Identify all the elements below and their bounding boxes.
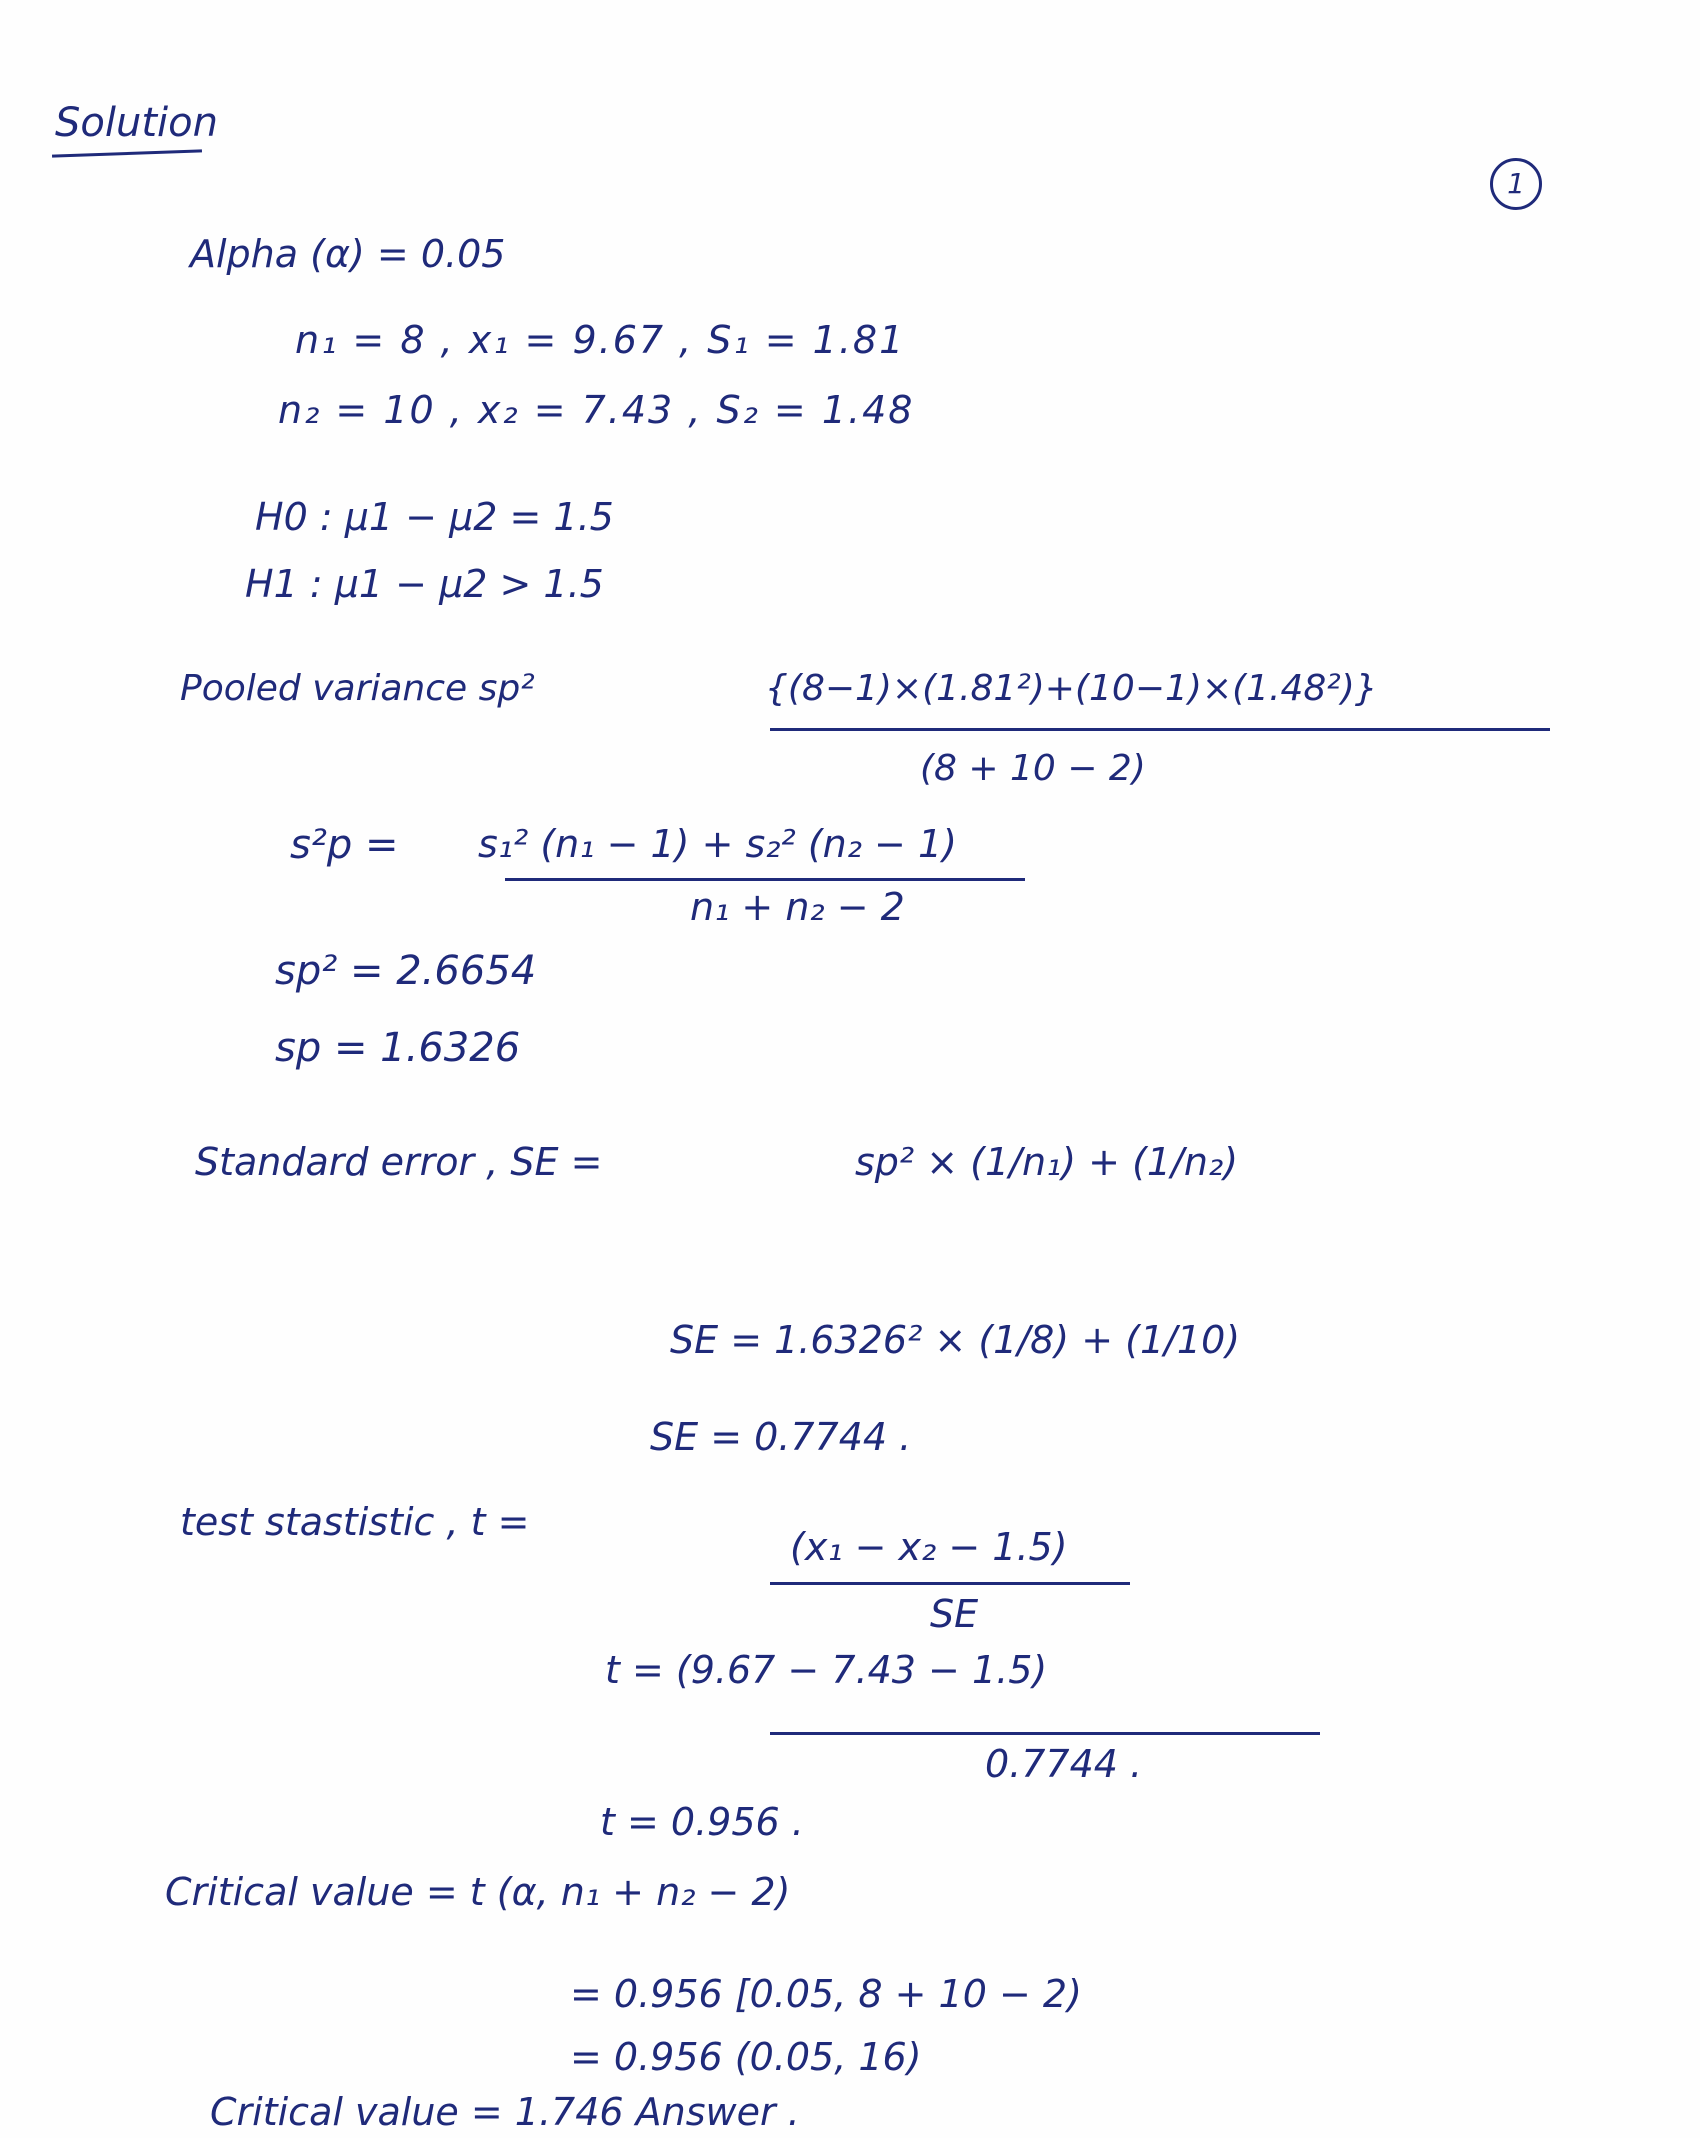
test-statistic-numerator: (x₁ − x₂ − 1.5): [790, 1525, 1068, 1569]
sample1-line: n₁ = 8 , x₁ = 9.67 , S₁ = 1.81: [295, 318, 906, 362]
pooled-formula-numerator: s₁² (n₁ − 1) + s₂² (n₂ − 1): [478, 822, 957, 866]
standard-error-formula: sp² × (1/n₁) + (1/n₂): [855, 1140, 1239, 1184]
pooled-variance-denominator: (8 + 10 − 2): [920, 748, 1146, 789]
page-title: Solution: [55, 100, 218, 146]
pooled-variance-numerator: {(8−1)×(1.81²)+(10−1)×(1.48²)}: [765, 668, 1378, 709]
test-statistic-label: test stastistic , t =: [180, 1500, 530, 1544]
sample2-line: n₂ = 10 , x₂ = 7.43 , S₂ = 1.48: [278, 388, 915, 432]
critical-value-answer: Critical value = 1.746 Answer .: [210, 2090, 800, 2134]
fraction-bar: [770, 728, 1550, 731]
null-hypothesis: H0 : μ1 − μ2 = 1.5: [255, 495, 614, 539]
pooled-formula-denominator: n₁ + n₂ − 2: [690, 885, 905, 929]
alternative-hypothesis: H1 : μ1 − μ2 > 1.5: [245, 562, 604, 606]
sp-value: sp = 1.6326: [275, 1025, 521, 1071]
pooled-variance-label: Pooled variance sp²: [180, 668, 535, 709]
pooled-formula-lhs: s²p =: [290, 822, 399, 868]
sp2-value: sp² = 2.6654: [275, 948, 537, 994]
t-substituted: t = (9.67 − 7.43 − 1.5): [605, 1648, 1048, 1692]
alpha-line: Alpha (α) = 0.05: [190, 232, 506, 276]
test-statistic-denominator: SE: [930, 1592, 979, 1636]
critical-value-step2: = 0.956 (0.05, 16): [570, 2035, 922, 2079]
fraction-bar: [770, 1582, 1130, 1585]
standard-error-substituted: SE = 1.6326² × (1/8) + (1/10): [670, 1318, 1241, 1362]
fraction-bar: [770, 1732, 1320, 1735]
t-value: t = 0.956 .: [600, 1800, 804, 1844]
t-denominator: 0.7744 .: [985, 1742, 1143, 1786]
fraction-bar: [505, 878, 1025, 881]
standard-error-value: SE = 0.7744 .: [650, 1415, 912, 1459]
title-underline: [52, 149, 202, 157]
critical-value-label: Critical value = t (α, n₁ + n₂ − 2): [165, 1870, 791, 1914]
standard-error-label: Standard error , SE =: [195, 1140, 603, 1184]
page-number: 1: [1490, 158, 1542, 210]
critical-value-step1: = 0.956 [0.05, 8 + 10 − 2): [570, 1972, 1082, 2016]
